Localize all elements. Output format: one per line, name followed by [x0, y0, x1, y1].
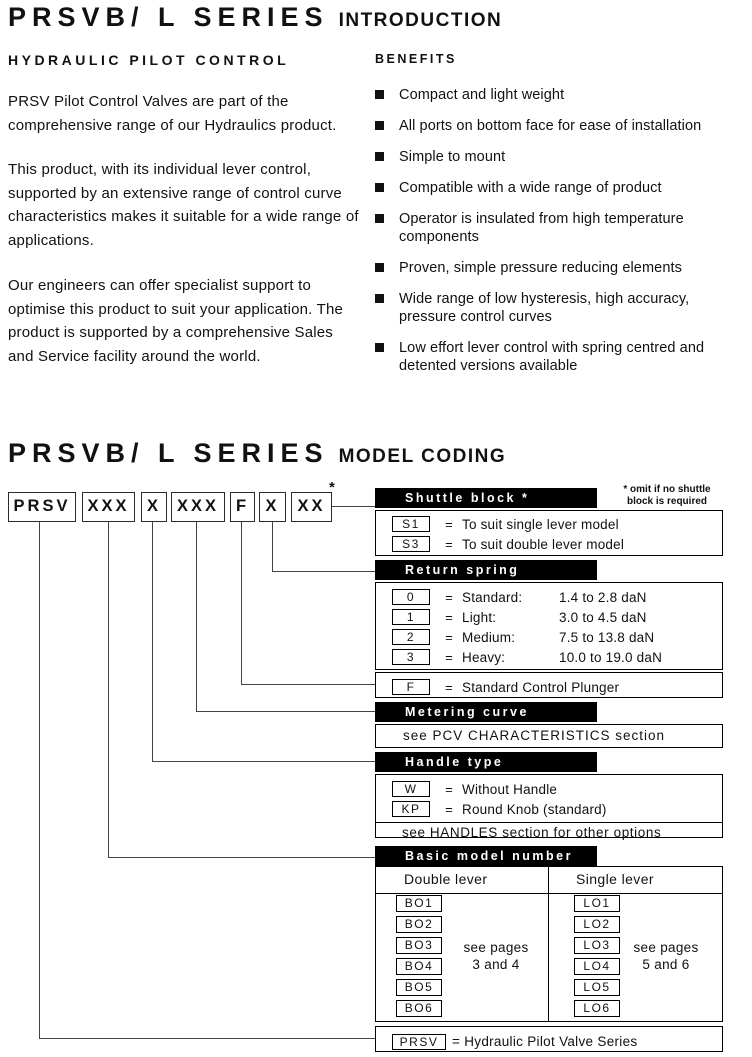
bullet-square-icon — [375, 152, 384, 161]
option-code-chip: S3 — [392, 536, 430, 552]
handle-option-row — [376, 799, 722, 819]
coding-subtitle: MODEL CODING — [338, 446, 507, 467]
intro-title: PRSVB/ L SERIES — [8, 2, 329, 32]
column-header-single-lever: Single lever — [576, 871, 654, 887]
code-box-f: F — [230, 492, 255, 522]
benefit-text: Low effort lever control with spring centred and detented versions available — [399, 340, 705, 374]
return-spring-row — [376, 627, 722, 647]
model-code-chip: LO4 — [574, 958, 620, 975]
intro-paragraph: This product, with its individual lever control, supported by an extensive range of control curve characteristics makes it suitable for a wide range of applications. — [8, 161, 359, 249]
option-code-chip: S1 — [392, 516, 430, 532]
code-box-x-2: X — [259, 492, 286, 522]
equals-sign: = — [445, 649, 453, 665]
benefit-text: All ports on bottom face for ease of installation — [399, 118, 702, 134]
option-code-chip: 1 — [392, 609, 430, 625]
section-header-basic-model: Basic model number — [375, 846, 597, 866]
see-pages-note-double — [441, 939, 551, 973]
option-label: To suit double lever model — [462, 536, 625, 552]
code-box-x-1: X — [141, 492, 167, 522]
shuttle-footnote-line1: * omit if no shuttle — [623, 484, 711, 495]
bullet-square-icon — [375, 343, 384, 352]
return-spring-panel — [375, 582, 723, 670]
shuttle-footnote — [608, 484, 726, 507]
code-box-xx: XX — [291, 492, 332, 522]
option-label: Round Knob (standard) — [462, 801, 607, 817]
return-spring-row — [376, 647, 722, 667]
model-code-chip: BO5 — [396, 979, 442, 996]
bullet-square-icon — [375, 214, 384, 223]
model-code-chip: LO2 — [574, 916, 620, 933]
benefit-item — [375, 339, 737, 375]
option-label: Light: — [462, 609, 497, 625]
option-label: Without Handle — [462, 781, 558, 797]
benefits-panel — [375, 52, 737, 388]
see-pages-line1: see pages — [633, 940, 699, 955]
option-value: 3.0 to 4.5 daN — [559, 609, 647, 625]
intro-subtitle: INTRODUCTION — [338, 10, 503, 31]
benefit-text: Simple to mount — [399, 149, 506, 165]
equals-sign: = — [445, 589, 453, 605]
model-code-chip: BO2 — [396, 916, 442, 933]
bullet-square-icon — [375, 294, 384, 303]
benefit-text: Wide range of low hysteresis, high accuracy, pressure control curves — [399, 291, 690, 325]
series-label: = Hydraulic Pilot Valve Series — [452, 1034, 638, 1049]
series-panel — [375, 1026, 723, 1052]
code-box-xxx-2: XXX — [171, 492, 225, 522]
series-code-chip: PRSV — [392, 1034, 446, 1050]
return-spring-row — [376, 587, 722, 607]
model-code-chip: LO3 — [574, 937, 620, 954]
plunger-panel — [375, 672, 723, 698]
code-box-prsv: PRSV — [8, 492, 76, 522]
section-header-metering-curve: Metering curve — [375, 702, 597, 722]
asterisk-mark: * — [329, 479, 335, 496]
shuttle-footnote-line2: block is required — [626, 495, 708, 507]
benefit-item — [375, 210, 737, 246]
model-code-chip: BO3 — [396, 937, 442, 954]
column-header-double-lever: Double lever — [404, 871, 488, 887]
benefit-item — [375, 290, 737, 326]
option-code-chip: F — [392, 679, 430, 695]
model-code-chip: BO1 — [396, 895, 442, 912]
benefits-heading: BENEFITS — [375, 52, 457, 66]
option-value: 7.5 to 13.8 daN — [559, 629, 655, 645]
section-header-return-spring: Return spring — [375, 560, 597, 580]
shuttle-panel — [375, 510, 723, 556]
hydraulic-pilot-heading: HYDRAULIC PILOT CONTROL — [8, 52, 290, 68]
option-code-chip: 3 — [392, 649, 430, 665]
handle-option-row — [376, 779, 722, 799]
benefit-item — [375, 148, 737, 166]
basic-model-table-head — [376, 867, 722, 894]
coding-title-row — [8, 438, 506, 469]
equals-sign: = — [445, 679, 453, 695]
equals-sign: = — [445, 536, 453, 552]
intro-left-column — [8, 52, 360, 382]
basic-model-table — [375, 866, 723, 1022]
shuttle-option-row — [376, 534, 722, 554]
equals-sign: = — [445, 629, 453, 645]
series-row — [376, 1030, 722, 1053]
bullet-square-icon — [375, 121, 384, 130]
equals-sign: = — [445, 516, 453, 532]
option-label: Heavy: — [462, 649, 506, 665]
benefit-text: Operator is insulated from high temperature components — [399, 211, 684, 245]
see-pages-line1: see pages — [463, 940, 529, 955]
option-code-chip: KP — [392, 801, 430, 817]
option-label: Standard Control Plunger — [462, 679, 620, 695]
bullet-square-icon — [375, 90, 384, 99]
benefit-text: Compatible with a wide range of product — [399, 180, 662, 196]
equals-sign: = — [445, 781, 453, 797]
option-label: Standard: — [462, 589, 523, 605]
option-code-chip: 2 — [392, 629, 430, 645]
metering-panel — [375, 724, 723, 748]
benefit-item — [375, 86, 737, 104]
intro-paragraph: PRSV Pilot Control Valves are part of the comprehensive range of our Hydraulics product. — [8, 93, 337, 134]
section-header-handle-type: Handle type — [375, 752, 597, 772]
model-code-chip: LO6 — [574, 1000, 620, 1017]
option-code-chip: W — [392, 781, 430, 797]
option-code-chip: 0 — [392, 589, 430, 605]
section-header-shuttle-block: Shuttle block * — [375, 488, 597, 508]
benefit-item — [375, 259, 737, 277]
option-label: Medium: — [462, 629, 516, 645]
bullet-square-icon — [375, 183, 384, 192]
equals-sign: = — [445, 609, 453, 625]
connector-series — [39, 522, 375, 1039]
see-pages-note-single — [611, 939, 721, 973]
bullet-square-icon — [375, 263, 384, 272]
metering-note: see PCV CHARACTERISTICS section — [403, 728, 666, 743]
connector-shuttle — [332, 506, 375, 507]
model-code-chip: LO1 — [574, 895, 620, 912]
benefit-text: Proven, simple pressure reducing elements — [399, 260, 682, 276]
handle-note: see HANDLES section for other options — [376, 822, 722, 843]
option-value: 1.4 to 2.8 daN — [559, 589, 647, 605]
intro-paragraph: Our engineers can offer specialist support to optimise this product to suit your application. The product is supported by a comprehensive Sales and Service facility around the world. — [8, 277, 344, 365]
benefit-item — [375, 179, 737, 197]
option-label: To suit single lever model — [462, 516, 619, 532]
option-value: 10.0 to 19.0 daN — [559, 649, 663, 665]
model-code-chip: BO4 — [396, 958, 442, 975]
model-code-chip: BO6 — [396, 1000, 442, 1017]
coding-title: PRSVB/ L SERIES — [8, 438, 329, 468]
benefit-item — [375, 117, 737, 135]
benefit-text: Compact and light weight — [399, 87, 565, 103]
intro-title-row — [8, 2, 502, 33]
model-code-chip: LO5 — [574, 979, 620, 996]
see-pages-line2: 3 and 4 — [472, 957, 520, 972]
plunger-row — [376, 677, 722, 697]
shuttle-option-row — [376, 514, 722, 534]
handle-panel — [375, 774, 723, 838]
code-box-xxx-1: XXX — [82, 492, 135, 522]
see-pages-line2: 5 and 6 — [642, 957, 690, 972]
return-spring-row — [376, 607, 722, 627]
equals-sign: = — [445, 801, 453, 817]
